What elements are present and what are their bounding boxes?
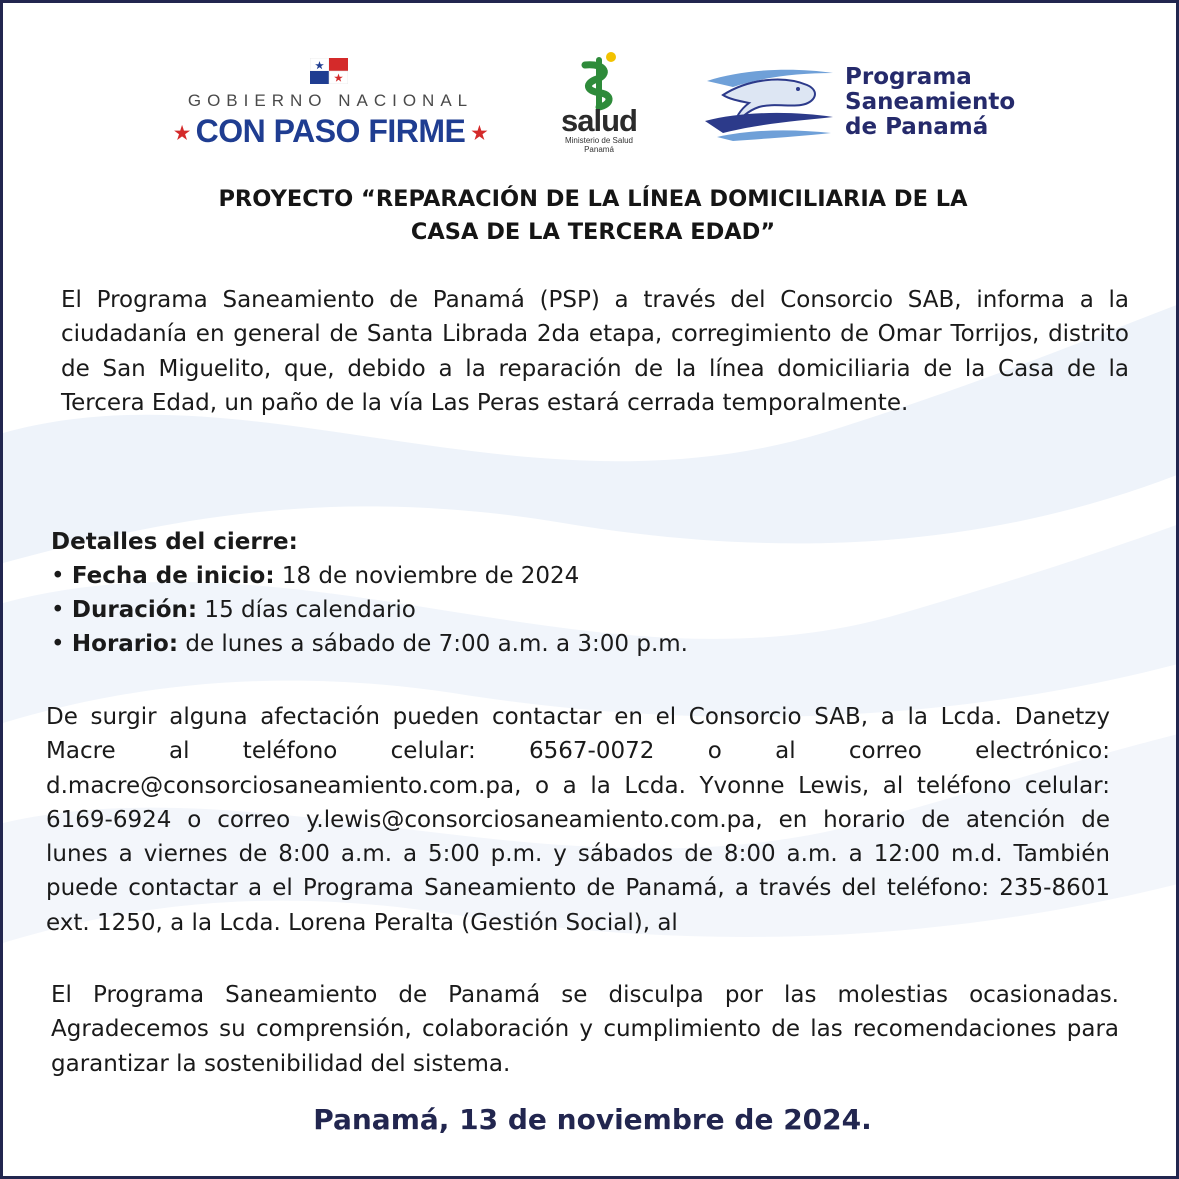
- ministerio-salud-logo: [551, 51, 647, 156]
- panama-flag-icon: [310, 58, 348, 84]
- psp-logo: [703, 63, 1033, 143]
- dolphin-icon: [703, 63, 838, 141]
- title-line2: CASA DE LA TERCERA EDAD”: [410, 219, 776, 245]
- details-heading: Detalles del cierre:: [51, 529, 298, 555]
- salud-subtitle: Ministerio de Salud: [564, 136, 634, 145]
- psp-line2: Saneamiento: [845, 89, 1016, 115]
- psp-line1: Programa: [845, 64, 972, 90]
- apology-paragraph: El Programa Saneamiento de Panamá se disculpa por las molestias ocasionadas. Agradecemos su comprensión, colaboración y cumplimiento de las recomendaciones para garantizar la sostenibilidad del sistema.: [51, 982, 1119, 1077]
- title-line1: PROYECTO “REPARACIÓN DE LA LÍNEA DOMICILIARIA DE LA: [218, 186, 968, 212]
- star-icon: ★: [471, 123, 488, 144]
- detail-value: de lunes a sábado de 7:00 a.m. a 3:00 p.m.: [178, 631, 688, 657]
- salud-country: Panamá: [584, 145, 614, 154]
- detail-item-schedule: • Horario: de lunes a sábado de 7:00 a.m. a 3:00 p.m.: [51, 631, 688, 657]
- gov-line2-wrap: [163, 113, 498, 150]
- gov-line1: GOBIERNO NACIONAL: [187, 91, 474, 110]
- closure-details: [51, 525, 951, 661]
- star-icon: ★: [173, 123, 190, 144]
- detail-label: Horario:: [71, 631, 179, 657]
- closing-date: Panamá, 13 de noviembre de 2024.: [313, 1103, 872, 1136]
- detail-value: 15 días calendario: [197, 597, 416, 623]
- intro-paragraph: El Programa Saneamiento de Panamá (PSP) a través del Consorcio SAB, informa a la ciudadanía en general de Santa Librada 2da etapa, corregimiento de Omar Torrijos, distrito de San Miguelito, que, debido a la reparación de la línea domiciliaria de la Casa de la Tercera Edad, un paño de la vía Las Peras estará cerrada temporalmente.: [61, 287, 1129, 416]
- gov-line2: CON PASO FIRME: [195, 113, 466, 149]
- detail-label: Fecha de inicio:: [71, 563, 275, 589]
- psp-line3: de Panamá: [845, 114, 989, 140]
- gobierno-nacional-logo: [163, 58, 498, 158]
- detail-label: Duración:: [71, 597, 198, 623]
- psp-name: [845, 65, 1015, 140]
- detail-item-start-date: • Fecha de inicio: 18 de noviembre de 2024: [51, 563, 580, 589]
- detail-item-duration: • Duración: 15 días calendario: [51, 597, 416, 623]
- detail-value: 18 de noviembre de 2024: [274, 563, 580, 589]
- salud-word: salud: [561, 103, 637, 138]
- contact-paragraph: De surgir alguna afectación pueden contactar en el Consorcio SAB, a la Lcda. Danetzy Macre al teléfono celular: 6567-0072 o al correo electrónico: d.macre@consorciosaneamiento.com.pa, o a la Lcda. Yvonne Lewis, al teléfono celular: 6169-6924 o correo y.lewis@consorciosaneamiento.com.pa, en horario de atención de lunes a viernes de 8:00 a.m. a 5:00 p.m. y sábados de 8:00 a.m. a 12:00 m.d. También puede contactar a el Programa Saneamiento de Panamá, a través del teléfono: 235-8601 ext. 1250, a la Lcda. Lorena Peralta (Gestión Social), al: [46, 704, 1110, 936]
- project-title: [103, 183, 1083, 249]
